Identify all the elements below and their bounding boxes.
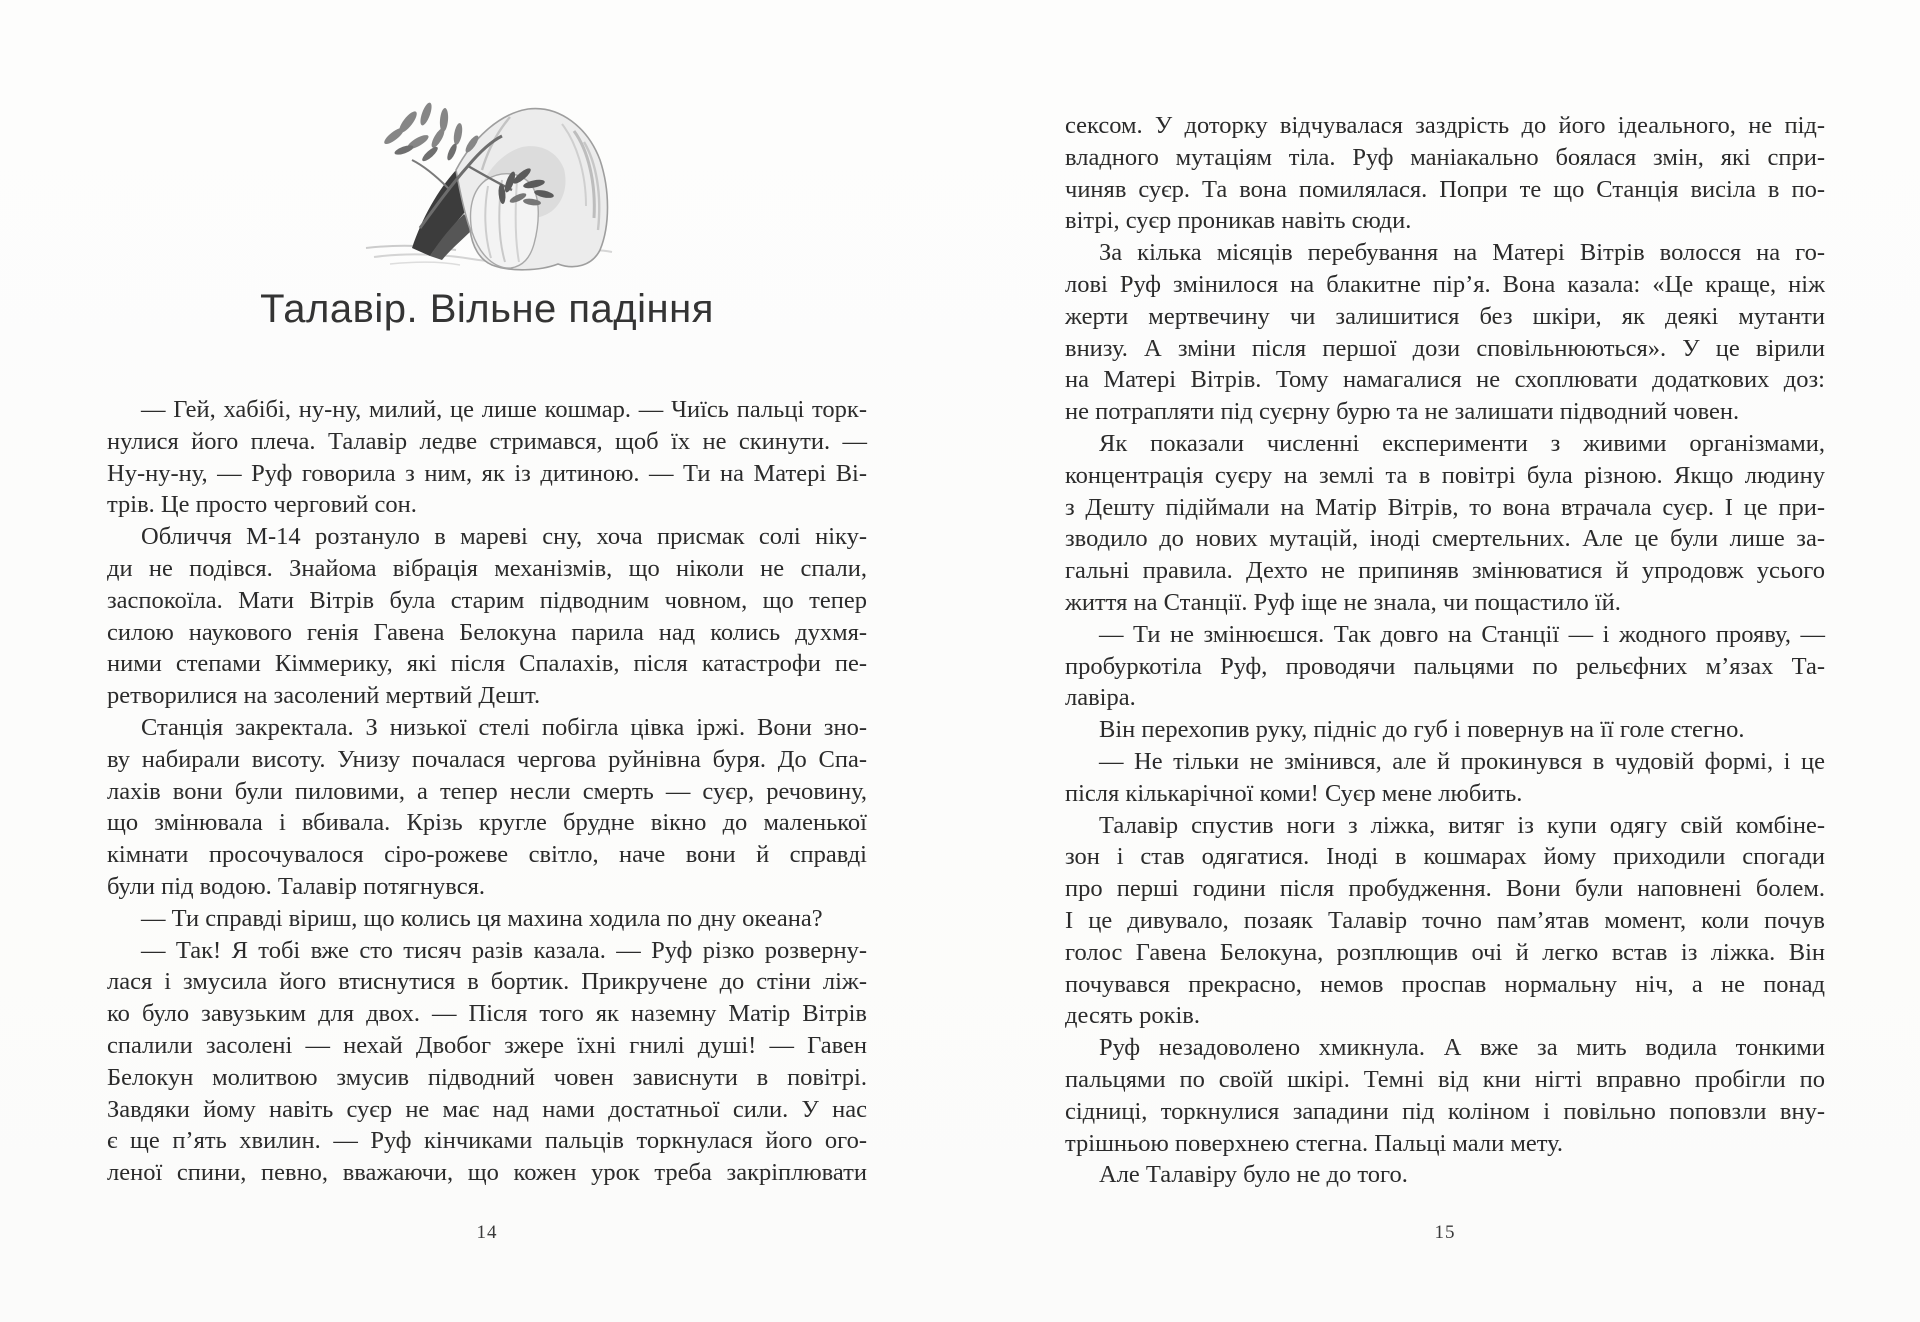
page-right (1065, 0, 1825, 1322)
text-line: що змінювала і вбивала. Крізь кругле брудне вікно до маленької (107, 809, 867, 837)
paragraph (1065, 746, 1825, 810)
paragraph (107, 712, 867, 903)
paragraph (1065, 714, 1825, 746)
paragraph (1065, 428, 1825, 619)
page-right-text (1065, 110, 1825, 1191)
text-line: спалили засолені — нехай Двобог зжере їхні гнилі душі! — Гавен (107, 1031, 867, 1059)
text-line: сідниці, торкнулися западини під коліном і повільно поповзли вну- (1065, 1097, 1825, 1125)
text-line: концентрація суєру на землі та в повітрі була різною. Якщо людину (1065, 461, 1825, 489)
text-line: десять років. (1065, 1002, 1201, 1030)
text-line: нулися його плеча. Талавір ледве стримався, щоб їх не скинути. — (107, 427, 867, 455)
text-line: Як показали численні експерименти з живими організмами, (1099, 429, 1825, 457)
text-line: За кілька місяців перебування на Матері Вітрів волосся на го- (1099, 239, 1825, 267)
text-line: гальні правила. Дехто не припиняв змінюватися й упродовж усього (1065, 557, 1825, 585)
paragraph (1065, 619, 1825, 714)
text-line: з Дешту підіймали на Матір Вітрів, то вона втрачала суєр. І це при- (1065, 493, 1825, 521)
page-left (107, 0, 867, 1322)
text-line: голос Гавена Белокуна, розплющив очі й легко встав із ліжка. Він (1065, 938, 1825, 966)
text-line: не потрапляти під суєрну бурю та не залишати підводний човен. (1065, 398, 1740, 426)
text-line: владного мутаціям тіла. Руф маніакально боялася змін, які спри- (1065, 143, 1825, 171)
text-line: леної спини, певно, вважаючи, що кожен урок треба закріплювати (107, 1159, 867, 1187)
helmet-wormwood-sketch-icon (360, 98, 620, 272)
text-line: лахів вони були пиловими, а тепер несли смерть — суєр, речовину, (107, 777, 867, 805)
text-line: Але Талавіру було не до того. (1099, 1161, 1408, 1189)
text-line: Ну-ну-ну, — Руф говорила з ним, як із дитиною. — Ти на Матері Ві- (107, 459, 867, 487)
text-line: Талавір спустив ноги з ліжка, витяг із купи одягу свій комбіне- (1099, 811, 1825, 839)
text-line: жерти мертвечину чи залишитися без шкіри, як деякі мутанти (1065, 302, 1825, 330)
text-line: ретворилися на засолений мертвий Дешт. (107, 682, 541, 710)
text-line: Він перехопив руку, підніс до губ і повернув на її голе стегно. (1099, 716, 1745, 744)
chapter-title: Талавір. Вільне падіння (260, 287, 714, 331)
text-line: Белокун молитвою змусив підводний човен зависнути в повітрі. (107, 1063, 867, 1091)
text-line: лавіра. (1065, 684, 1136, 712)
paragraph (107, 394, 867, 521)
text-line: зон і став одягатися. Іноді в кошмарах йому приходили спогади (1065, 843, 1825, 871)
text-line: Станція закректала. З низької стелі побігла цівка іржі. Вони зно- (141, 713, 867, 741)
text-line: — Ти справді віриш, що колись ця махина ходила по дну океана? (141, 904, 823, 932)
paragraph (1065, 1032, 1825, 1159)
paragraph (1065, 237, 1825, 428)
text-line: ву набирали висоту. Унизу почалася чергова руйнівна буря. До Спа- (107, 745, 867, 773)
paragraph (1065, 1159, 1825, 1191)
text-line: Обличчя М-14 розтануло в мареві сну, хоча присмак солі ніку- (141, 523, 867, 551)
text-line: чиняв суєр. Та вона помилялася. Попри те що Станція висіла в по- (1065, 175, 1825, 203)
page-number-left: 14 (476, 1222, 498, 1243)
paragraph (107, 903, 867, 935)
text-line: Завдяки йому навіть суєр не має над нами достатньої сили. У нас (107, 1095, 867, 1123)
paragraph (1065, 110, 1825, 237)
text-line: на Матері Вітрів. Тому намагалися не схоплювати додаткових доз: (1065, 366, 1825, 394)
text-line: після кількарічної коми! Суєр мене любить. (1065, 779, 1523, 807)
text-line: заспокоїла. Мати Вітрів була старим підводним човном, що тепер (107, 586, 867, 614)
paragraph (107, 935, 867, 1189)
text-line: пальцями по своїй шкірі. Темні від кни нігті вправно пробігли по (1065, 1065, 1825, 1093)
chapter-illustration (360, 98, 620, 272)
text-line: — Гей, хабібі, ну-ну, милий, це лише кошмар. — Чиїсь пальці торк- (141, 396, 867, 423)
text-line: — Ти не змінюєшся. Так довго на Станції — і жодного прояву, — (1099, 620, 1825, 648)
text-line: кімнати просочувалося сіро-рожеве світло, наче вони й справді (107, 841, 867, 869)
text-line: ними степами Кіммерику, які після Спалахів, після катастрофи пе- (107, 650, 867, 678)
text-line: зводило до нових мутацій, іноді смертельних. Але це були лише за- (1065, 525, 1825, 553)
text-line: є ще п’ять хвилин. — Руф кінчиками пальців торкнулася його ого- (107, 1127, 867, 1155)
text-line: Руф незадоволено хмикнула. А вже за мить водила тонкими (1099, 1034, 1825, 1062)
text-line: лася і змусила його втиснутися в бортик. Прикручене до стіни ліж- (107, 968, 867, 996)
text-line: — Не тільки не змінився, але й прокинувся в чудовій формі, і це (1099, 747, 1825, 775)
text-line: пробуркотіла Руф, проводячи пальцями по рельєфних м’язах Та- (1065, 652, 1825, 680)
text-line: ди не подівся. Знайома вібрація механізмів, що ніколи не спали, (107, 554, 867, 582)
text-line: були під водою. Талавір потягнувся. (107, 872, 485, 900)
text-line: силою наукового генія Гавена Белокуна парила над колись духмя- (107, 618, 867, 646)
text-line: трішньою поверхнею стегна. Пальці мали мету. (1065, 1129, 1564, 1157)
text-line: сексом. У доторку відчувалася заздрість до його ідеального, не під- (1065, 112, 1825, 139)
text-line: життя на Станції. Руф іще не знала, чи пощастило їй. (1065, 588, 1621, 616)
text-line: почувався прекрасно, немов проспав нормальну ніч, а не понад (1065, 970, 1825, 998)
text-line: внизу. А зміни після першої дози сповільнюються». У це вірили (1065, 334, 1825, 362)
paragraph (107, 521, 867, 712)
text-line: лові Руф змінилося на блакитне пір’я. Вона казала: «Це краще, ніж (1065, 270, 1825, 298)
page-number-right: 15 (1434, 1222, 1456, 1243)
text-line: — Так! Я тобі вже сто тисяч разів казала. — Руф різко розверну- (141, 936, 867, 964)
paragraph (1065, 810, 1825, 1033)
text-line: вітрі, суєр проникав навіть сюди. (1065, 207, 1412, 235)
text-line: трів. Це просто черговий сон. (107, 491, 417, 519)
text-line: ко було завузьким для двох. — Після того як наземну Матір Вітрів (107, 1000, 867, 1028)
page-left-text (107, 394, 867, 1189)
text-line: І це дивувало, позаяк Талавір точно пам’ятав момент, коли почув (1065, 906, 1825, 934)
text-line: про перші години після пробудження. Вони були наповнені болем. (1065, 875, 1825, 903)
